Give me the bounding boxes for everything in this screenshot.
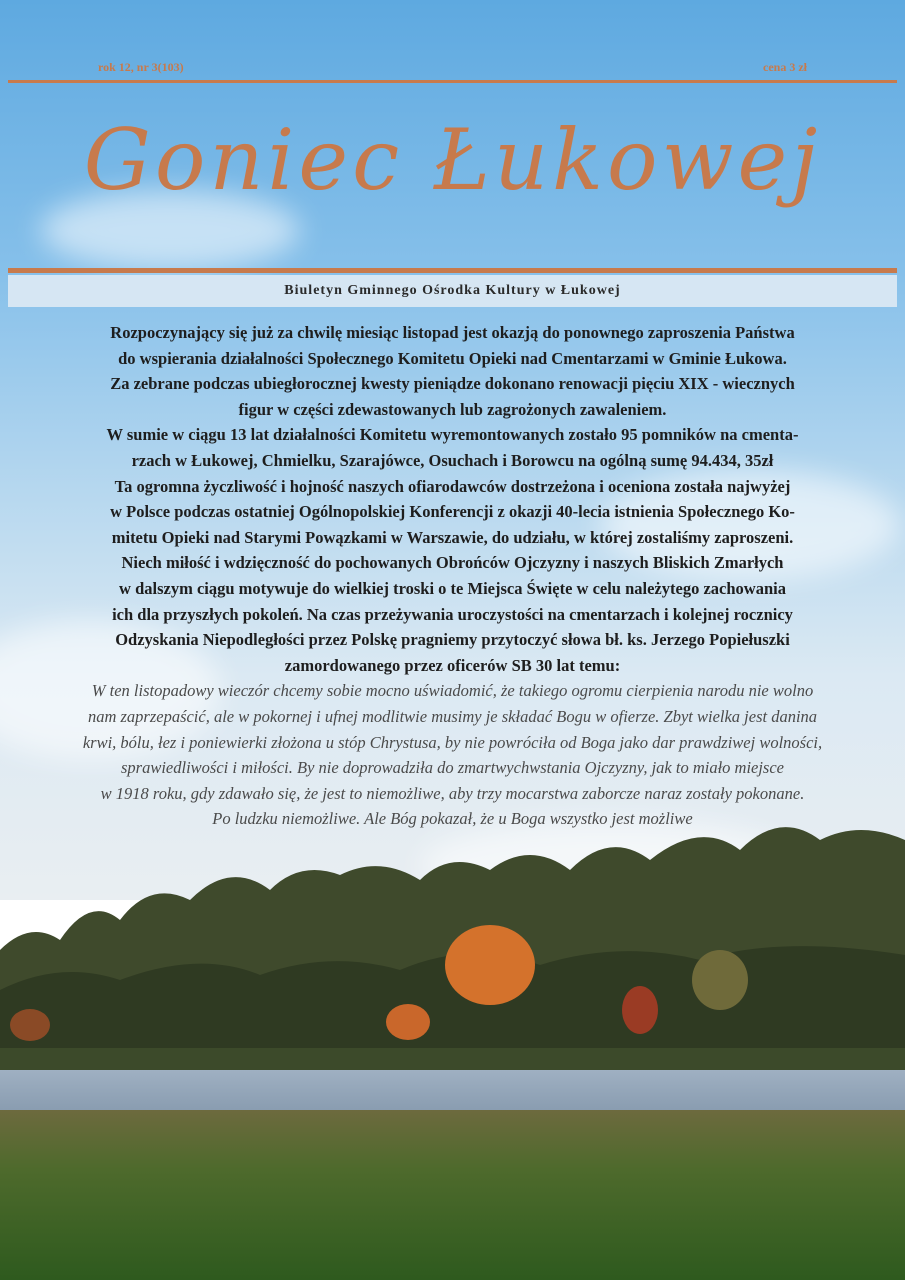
article-line: Niech miłość i wdzięczność do pochowanych Obrońców Ojczyzny i naszych Bliskich Zmarłych xyxy=(121,553,784,573)
article-line: zamordowanego przez oficerów SB 30 lat temu: xyxy=(284,655,621,675)
quote-line: sprawiedliwości i miłości. By nie doprowadziła do zmartwychwstania Ojczyzny, jak to miało miejsce xyxy=(120,758,784,778)
quote-line: krwi, bólu, łez i poniewierki złożona u stóp Chrystusa, by nie powróciła od Boga jako dar prawdziwej wolności, xyxy=(82,732,823,752)
masthead-rule xyxy=(8,268,897,273)
top-rule xyxy=(8,80,897,83)
article-line: figur w części zdewastowanych lub zagrożonych zawaleniem. xyxy=(238,399,667,419)
article-line: w Polsce podczas ostatniej Ogólnopolskiej Konferencji z okazji 40-lecia istnienia Społecznego Ko- xyxy=(110,502,795,522)
quote-line: Po ludzku niemożliwe. Ale Bóg pokazał, że u Boga wszystko jest możliwe xyxy=(212,809,693,829)
price: cena 3 zł xyxy=(763,60,807,74)
article-line: Ta ogromna życzliwość i hojność naszych ofiarodawców dostrzeżona i oceniona została najwyżej xyxy=(114,476,791,496)
subtitle-bar xyxy=(8,275,897,307)
article-line: W sumie w ciągu 13 lat działalności Komitetu wyremontowanych zostało 95 pomników na cmenta- xyxy=(106,425,799,445)
quote-line: W ten listopadowy wieczór chcemy sobie mocno uświadomić, że takiego ogromu cierpienia narodu nie wolno xyxy=(91,681,814,701)
reeds-and-grass xyxy=(0,1110,905,1280)
article-line: rzach w Łukowej, Chmielku, Szarajówce, Osuchach i Borowcu na ogólną sumę 94.434, 35zł xyxy=(131,450,774,470)
article-line: mitetu Opieki nad Starymi Powązkami w Warszawie, do udziału, w której zostaliśmy zaproszeni. xyxy=(111,527,794,547)
article-line: w dalszym ciągu motywuje do wielkiej troski o te Miejsca Święte w celu należytego zachowania xyxy=(119,578,786,598)
article-line: Odzyskania Niepodległości przez Polskę pragniemy przytoczyć słowa bł. ks. Jerzego Popiełuszki xyxy=(115,630,790,650)
quote-line: w 1918 roku, gdy zdawało się, że jest to niemożliwe, aby trzy mocarstwa zaborcze naraz zostały pokonane. xyxy=(100,783,805,803)
article-line: ich dla przyszłych pokoleń. Na czas przeżywania uroczystości na cmentarzach i kolejnej rocznicy xyxy=(112,604,793,624)
article-line: Za zebrane podczas ubiegłorocznej kwesty pieniądze dokonano renowacji pięciu XIX - wiecznych xyxy=(110,374,795,394)
treeline xyxy=(0,800,905,1060)
article-line: Rozpoczynający się już za chwilę miesiąc listopad jest okazją do ponownego zaproszenia Państwa xyxy=(110,323,795,342)
issue-number: rok 12, nr 3(103) xyxy=(98,60,184,74)
newsletter-subtitle: Biuletyn Gminnego Ośrodka Kultury w Łukowej xyxy=(284,283,621,298)
article xyxy=(30,320,875,832)
quote-line: nam zaprzepaścić, ale w pokornej i ufnej modlitwie musimy je składać Bogu w ofierze. Zbyt wielka jest danina xyxy=(87,706,818,726)
newsletter-title: Goniec Łukowej xyxy=(83,111,822,209)
article-line: do wspierania działalności Społecznego Komitetu Opieki nad Cmentarzami w Gminie Łukowa. xyxy=(118,348,787,368)
